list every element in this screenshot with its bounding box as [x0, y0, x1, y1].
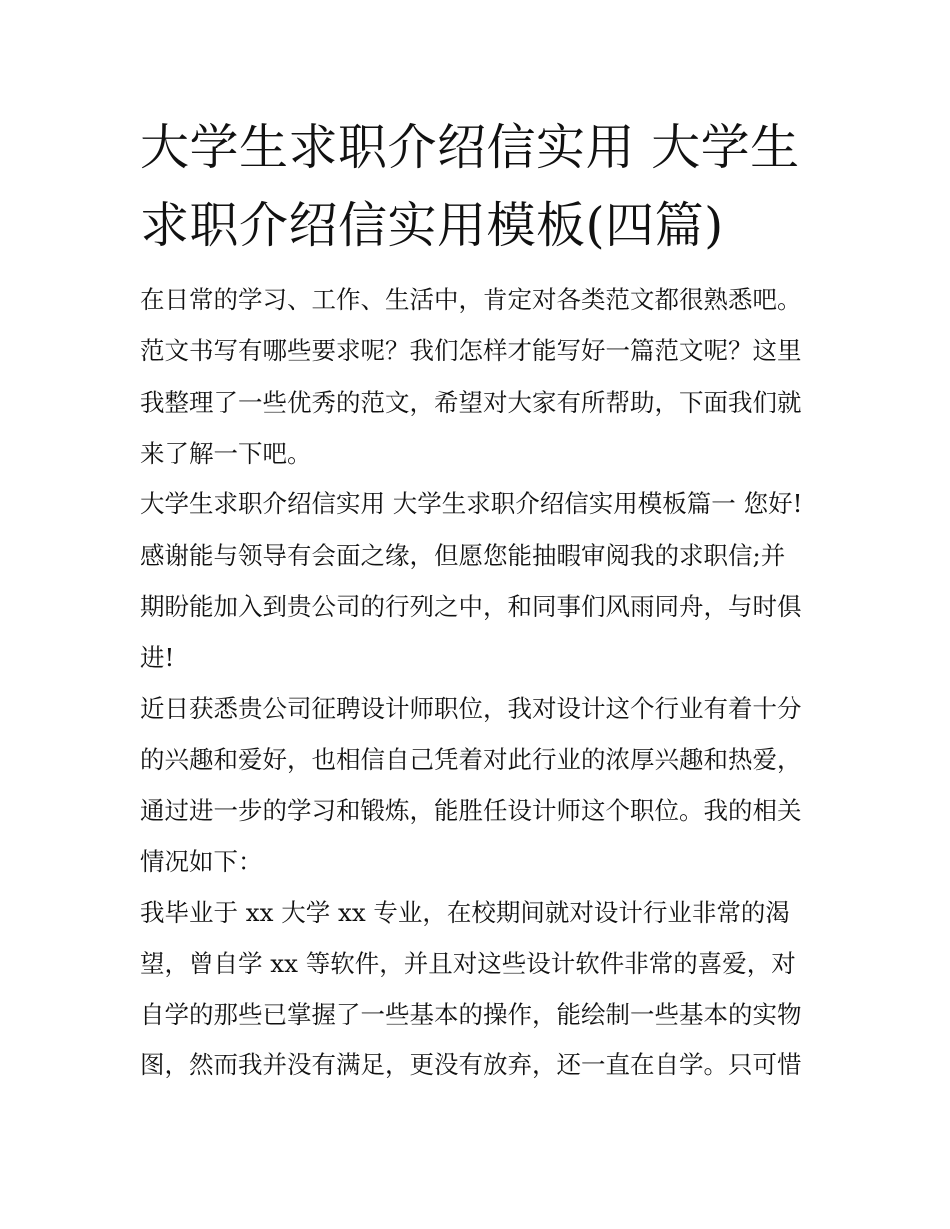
title-line-2: 求职介绍信实用模板(四篇) [140, 197, 724, 254]
title-line-1: 大学生求职介绍信实用 大学生 [140, 119, 800, 176]
body-line-13: 我毕业于 xx 大学 xx 专业，在校期间就对设计行业非常的渴 [140, 898, 790, 927]
body-line-4: 来了解一下吧。 [140, 439, 312, 468]
body-line-16: 图，然而我并没有满足，更没有放弃，还一直在自学。只可惜 [140, 1050, 802, 1079]
body-line-11: 通过进一步的学习和锻炼，能胜任设计师这个职位。我的相关 [140, 796, 802, 825]
body-line-3: 我整理了一些优秀的范文，希望对大家有所帮助，下面我们就 [140, 388, 802, 417]
body-line-15: 自学的那些已掌握了一些基本的操作，能绘制一些基本的实物 [140, 1000, 802, 1029]
body-line-9: 近日获悉贵公司征聘设计师职位，我对设计这个行业有着十分 [140, 694, 802, 723]
body-line-1: 在日常的学习、工作、生活中，肯定对各类范文都很熟悉吧。 [140, 285, 802, 314]
body-line-10: 的兴趣和爱好，也相信自己凭着对此行业的浓厚兴趣和热爱， [140, 745, 802, 774]
body-line-7: 期盼能加入到贵公司的行列之中，和同事们风雨同舟，与时俱 [140, 592, 802, 621]
body-line-5: 大学生求职介绍信实用 大学生求职介绍信实用模板篇一 您好! [140, 489, 803, 518]
body-line-14: 望，曾自学 xx 等软件，并且对这些设计软件非常的喜爱，对 [140, 949, 796, 978]
body-line-2: 范文书写有哪些要求呢？我们怎样才能写好一篇范文呢？这里 [140, 336, 802, 365]
body-line-8: 进! [140, 643, 175, 672]
body-line-6: 感谢能与领导有会面之缘，但愿您能抽暇审阅我的求职信;并 [140, 541, 786, 570]
body-line-12: 情况如下： [140, 847, 263, 876]
